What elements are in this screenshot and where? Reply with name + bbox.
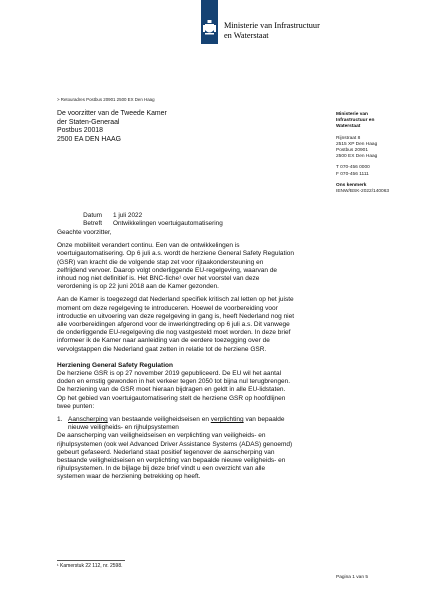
body-line: gebeurt gefaseerd. Nederland staat positief tegenover de aanscherping van (57, 448, 275, 456)
body-line: bestaande veiligheidseisen en verplichting van bepaalde nieuwe veiligheids- en (57, 457, 286, 465)
page-number: Pagina 1 van 5 (336, 575, 369, 580)
list-text: van bestaande veiligheidseisen en (107, 416, 211, 424)
return-address: > Retouradres Postbus 20901 2500 EX Den Haag (57, 97, 155, 102)
sidebar-tel: T 070-456 0000 (336, 165, 370, 171)
body-line: moment om deze regelgeving te introduceren. Hoewel de voorbereiding voor (57, 304, 278, 312)
sidebar-address-line: 2515 XP Den Haag (336, 141, 378, 147)
body-line: alle voorbereidingen afgerond voor de inwerkingtreding op 6 juli a.s. Dit vanwege (57, 321, 290, 329)
paragraph-2 (57, 296, 329, 353)
sidebar-org-line: Waterstaat (336, 124, 361, 130)
paragraph-3 (57, 370, 329, 411)
addressee-block (57, 110, 167, 144)
body-line: rijhulpsystemen. In de bijlage bij deze brief vindt u een overzicht van alle (57, 465, 266, 473)
body-line: inhoud nog niet definitief is. Het BNC-fiche¹ over het voorstel van deze (57, 275, 260, 283)
paragraph-1 (57, 242, 329, 291)
body-line: rijhulpsystemen (ook wel Advanced Driver Assistance Systems (ADAS) genoemd) (57, 440, 293, 448)
body-line: De herziene GSR is op 27 november 2019 gepubliceerd. De EU wil het aantal (57, 370, 282, 378)
salutation: Geachte voorzitter, (57, 229, 112, 236)
subject-label: Betreft (83, 220, 102, 227)
body-line: doden en ernstig gewonden in het verkeer tegen 2050 tot bijna nul terugbrengen. (57, 378, 291, 386)
body-line: De herziening van de GSR moet hieraan bijdragen en geldt in alle EU-lidstaten. (57, 386, 286, 394)
sender-sidebar (336, 112, 416, 195)
body-line: Op het gebied van voertuigautomatisering stelt de herziene GSR op hoofdlijnen (57, 394, 286, 402)
body-line: vervolgstappen die Nederland gaat zetten in relatie tot de herziene GSR. (57, 345, 267, 353)
body-line: twee punten: (57, 402, 95, 410)
list-text-line2: nieuwe veiligheids- en rijhulpsystemen (68, 424, 179, 432)
body-line: introductie en uitvoering van deze regelgeving in gang is, heeft Nederland nog niet (57, 312, 295, 320)
body-line: informeer ik de Kamer naar aanleiding van de eerdere toezegging over de (57, 337, 270, 345)
sidebar-org-line: Ministerie van (336, 112, 368, 117)
body-line: Aan de Kamer is toegezegd dat Nederland specifiek kritisch zal letten op het juiste (57, 296, 294, 304)
numbered-list-item (57, 416, 329, 432)
body-line: de onderliggende EU-regelgeving die nog vastgesteld moet worden. In deze brief (57, 329, 291, 337)
sidebar-kenmerk-label: Ons kenmerk (336, 182, 367, 188)
body-line: systemen waar de herziening betrekking op heeft. (57, 473, 201, 481)
body-line: voertuigautomatisering. Op 6 juli a.s. wordt de herziene General Safety Regulation (57, 250, 295, 258)
date-value: 1 juli 2022 (113, 212, 143, 219)
footnote: ¹ Kamerstuk 22 112, nr. 2598. (57, 563, 123, 569)
subject-value: Ontwikkelingen voertuigautomatisering (113, 220, 223, 227)
list-underlined-term: Aanscherping (68, 416, 108, 424)
addressee-line: De voorzitter van de Tweede Kamer (57, 110, 167, 117)
ministry-name-line2: en Waterstaat (224, 30, 269, 40)
rijkswapen-crest-icon (202, 18, 217, 36)
body-line: zelfrijdend vervoer. Daarop volgt onderliggende EU-regelgeving, waarvan de (57, 266, 278, 274)
list-text: van bepaalde (243, 416, 285, 424)
sidebar-address-line: Rijnstraat 8 (336, 135, 361, 141)
date-row (57, 212, 223, 220)
date-label: Datum (83, 212, 102, 219)
list-number: 1. (57, 416, 63, 424)
paragraph-4 (57, 432, 329, 481)
list-underlined-term: verplichting (210, 416, 244, 424)
footnote-divider (57, 560, 125, 561)
body-line: (GSR) van kracht die de volgende stap zet voor rijtaakondersteuning en (57, 258, 264, 266)
addressee-line: der Staten-Generaal (57, 118, 120, 126)
body-line: De aanscherping van veiligheidseisen en verplichting van veiligheids- en (57, 432, 266, 440)
section-heading: Herziening General Safety Regulation (57, 361, 173, 369)
sidebar-address-line: Postbus 20901 (336, 148, 369, 154)
body-line: Onze mobiliteit verandert continu. Een van de ontwikkelingen is (57, 242, 240, 250)
sidebar-address-line: 2500 EX Den Haag (336, 154, 378, 160)
letter-body (57, 229, 329, 482)
addressee-line: Postbus 20018 (57, 127, 103, 135)
sidebar-org-line: Infrastructuur en (336, 118, 375, 124)
sidebar-fax: F 070-456 1111 (336, 171, 369, 177)
ministry-name (224, 21, 414, 40)
subject-row (57, 220, 223, 228)
letter-meta (57, 212, 223, 228)
body-line: verordening is op 22 juni 2018 aan de Kamer gezonden. (57, 283, 219, 291)
addressee-line: 2500 EA DEN HAAG (57, 135, 121, 143)
ministry-name-line1: Ministerie van Infrastructuur (224, 21, 320, 30)
sidebar-kenmerk-value: IENW/BSK-2022/140063 (336, 189, 390, 195)
